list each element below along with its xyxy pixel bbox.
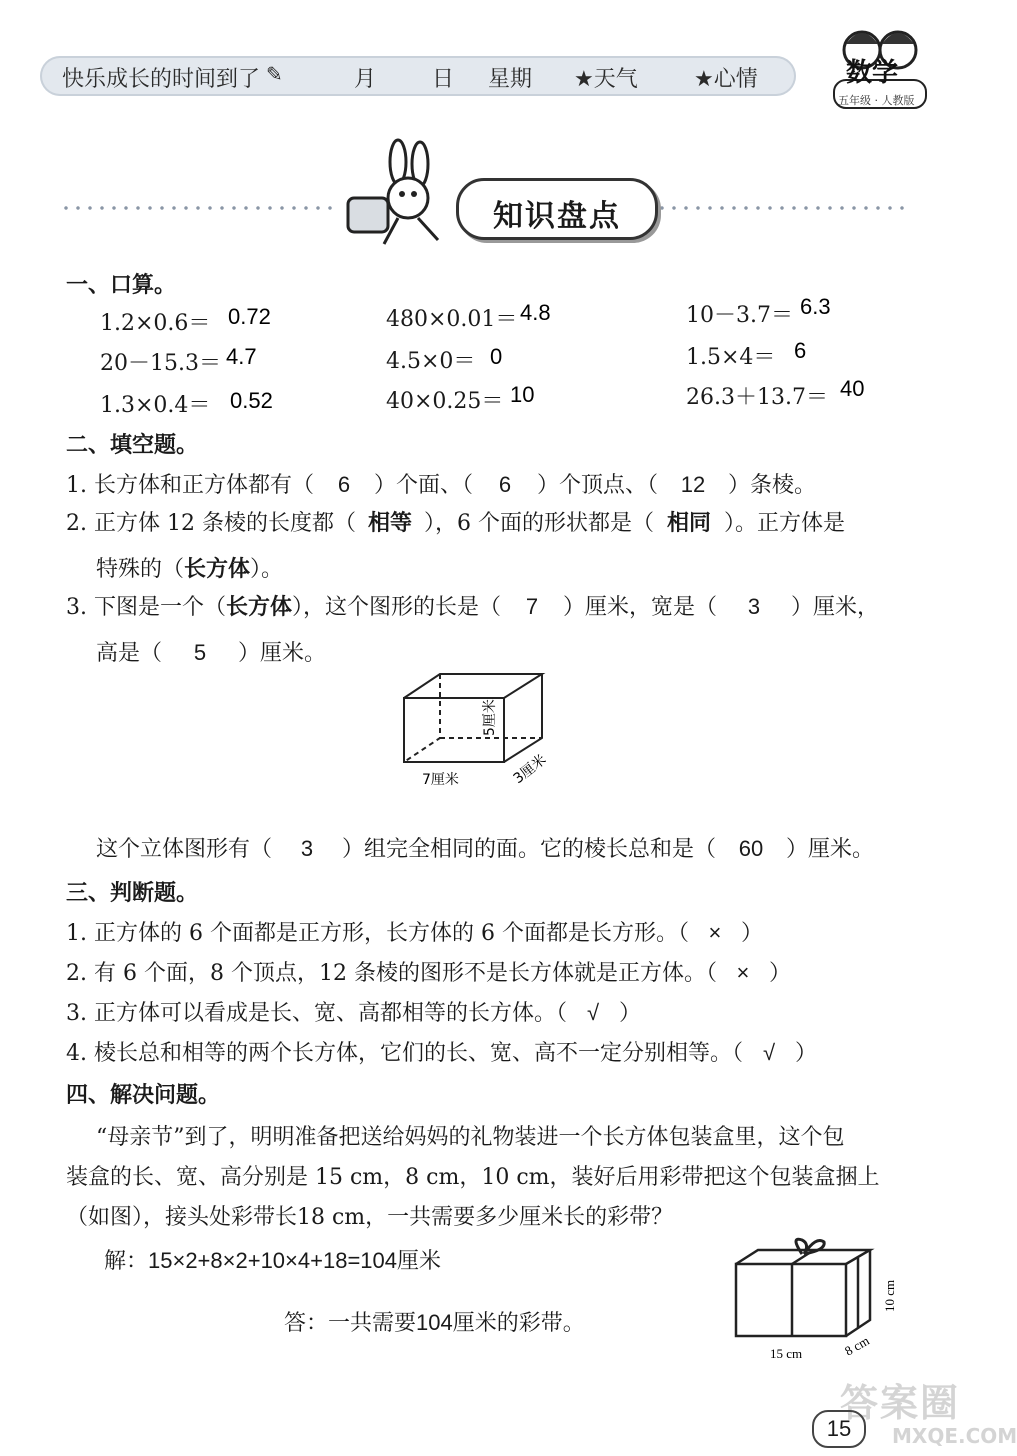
fill-question-1 bbox=[66, 468, 816, 499]
text: ），6 个面的形状都是（ bbox=[423, 511, 654, 536]
text: ） bbox=[795, 1041, 818, 1066]
calc-answer: 4.8 bbox=[520, 300, 551, 325]
calc-answer: 0.52 bbox=[230, 388, 273, 413]
fill-question-2-cont bbox=[96, 552, 283, 583]
divider-right bbox=[656, 206, 906, 210]
answer: 6 bbox=[498, 472, 512, 497]
gift-width-label: 8 cm bbox=[842, 1332, 872, 1359]
answer: 相同 bbox=[666, 510, 711, 535]
fill-question-3 bbox=[66, 590, 879, 621]
section-title-text: 知识盘点 bbox=[493, 199, 621, 234]
problem-line: “母亲节”到了，明明准备把送给妈妈的礼物装进一个长方体包装盒里，这个包 bbox=[96, 1125, 845, 1150]
cuboid-length-label: 7厘米 bbox=[422, 772, 459, 788]
judge-item bbox=[66, 916, 763, 947]
fill-question-3-cont bbox=[96, 636, 326, 667]
calc-question: 20－15.3＝ bbox=[100, 351, 221, 376]
gift-length-label: 15 cm bbox=[770, 1346, 803, 1361]
cuboid-width-label: 3厘米 bbox=[510, 751, 550, 788]
answer: × bbox=[708, 920, 722, 945]
text: ）厘米。 bbox=[238, 641, 327, 666]
header-month: 月 bbox=[354, 67, 377, 92]
text: ）。正方体是 bbox=[723, 511, 845, 536]
cuboid-height-label: 5厘米 bbox=[482, 699, 498, 736]
text: ）个面、（ bbox=[373, 473, 473, 498]
calc-question: 480×0.01＝ bbox=[386, 307, 518, 332]
calc-question: 4.5×0＝ bbox=[386, 349, 476, 374]
text: ），这个图形的长是（ bbox=[292, 595, 502, 620]
pencil-icon: ✎ bbox=[266, 62, 283, 86]
text: ）。 bbox=[250, 557, 284, 582]
calc-answer: 10 bbox=[510, 382, 535, 407]
answer: 7 bbox=[525, 594, 539, 619]
header-weekday: 星期 bbox=[488, 67, 533, 92]
answer: √ bbox=[586, 1000, 600, 1025]
answer: √ bbox=[762, 1040, 776, 1065]
judge-item bbox=[66, 1036, 817, 1067]
fill-question-4 bbox=[96, 832, 874, 863]
calc-answer: 0 bbox=[490, 344, 503, 369]
subject-badge bbox=[828, 22, 932, 122]
text: 1. 长方体和正方体都有（ bbox=[66, 473, 314, 498]
part4-title: 四、解决问题。 bbox=[66, 1083, 221, 1108]
text: ）厘米。 bbox=[786, 837, 875, 862]
calc-question: 26.3＋13.7＝ bbox=[686, 385, 828, 410]
calc-answer: 6.3 bbox=[800, 294, 831, 319]
calc-question: 1.3×0.4＝ bbox=[100, 393, 211, 418]
text: 3. 下图是一个（ bbox=[66, 595, 226, 620]
calc-answer: 4.7 bbox=[226, 344, 257, 369]
text: 这个立体图形有（ bbox=[96, 837, 273, 862]
header-banner bbox=[40, 56, 796, 96]
text: ）厘米，宽是（ bbox=[563, 595, 718, 620]
text: 2. 有 6 个面，8 个顶点，12 条棱的图形不是长方体就是正方体。（ bbox=[66, 961, 717, 986]
header-weather: ★天气 bbox=[574, 67, 638, 92]
answer: 相等 bbox=[367, 510, 412, 535]
calc-question: 10－3.7＝ bbox=[686, 303, 793, 328]
calc-answer: 6 bbox=[794, 338, 807, 363]
calc-answer: 40 bbox=[840, 376, 865, 401]
gift-box-figure bbox=[724, 1232, 908, 1364]
solution-text: 解：15×2+8×2+10×4+18=104厘米 bbox=[104, 1248, 441, 1273]
text: 高是（ bbox=[96, 641, 163, 666]
part3-title: 三、判断题。 bbox=[66, 881, 199, 906]
answer: 3 bbox=[300, 836, 314, 861]
header-slogan: 快乐成长的时间到了 bbox=[62, 67, 261, 92]
text: ）条棱。 bbox=[728, 473, 817, 498]
answer: 60 bbox=[738, 836, 764, 861]
text: 4. 棱长总和相等的两个长方体，它们的长、宽、高不一定分别相等。（ bbox=[66, 1041, 743, 1066]
text: ） bbox=[619, 1001, 642, 1026]
judge-item bbox=[66, 996, 641, 1027]
text: 1. 正方体的 6 个面都是正方形，长方体的 6 个面都是长方形。（ bbox=[66, 921, 689, 946]
text: ）个顶点、（ bbox=[537, 473, 659, 498]
answer: × bbox=[736, 960, 750, 985]
grade-edition: 五年级 · 人教版 bbox=[838, 94, 915, 107]
answer-text: 答：一共需要104厘米的彩带。 bbox=[284, 1310, 585, 1335]
watermark-url: MXQE.COM bbox=[892, 1424, 1017, 1448]
part1-title: 一、口算。 bbox=[66, 273, 177, 298]
gift-height-label: 10 cm bbox=[882, 1279, 897, 1312]
answer: 长方体 bbox=[184, 556, 251, 581]
text: 2. 正方体 12 条棱的长度都（ bbox=[66, 511, 356, 536]
text: ）厘米， bbox=[791, 595, 880, 620]
page-number: 15 bbox=[812, 1410, 866, 1448]
answer: 长方体 bbox=[225, 594, 292, 619]
divider-left bbox=[60, 206, 338, 210]
calc-answer: 0.72 bbox=[228, 304, 271, 329]
judge-item bbox=[66, 956, 791, 987]
fill-question-2 bbox=[66, 506, 845, 537]
calc-question: 40×0.25＝ bbox=[386, 389, 504, 414]
watermark-logo: 答案圈 bbox=[840, 1381, 961, 1425]
rabbit-mascot-icon bbox=[340, 140, 460, 250]
section-title bbox=[456, 178, 658, 240]
calc-question: 1.2×0.6＝ bbox=[100, 311, 211, 336]
text: ）组完全相同的面。它的棱长总和是（ bbox=[342, 837, 717, 862]
header-mood: ★心情 bbox=[694, 67, 758, 92]
part2-title: 二、填空题。 bbox=[66, 433, 199, 458]
cuboid-figure bbox=[392, 660, 572, 790]
text: ） bbox=[740, 921, 763, 946]
header-day: 日 bbox=[432, 67, 455, 92]
answer: 5 bbox=[193, 640, 207, 665]
problem-line: （如图），接头处彩带长18 cm，一共需要多少厘米长的彩带？ bbox=[66, 1205, 674, 1230]
subject-title: 数学 bbox=[846, 58, 899, 88]
text: ） bbox=[768, 961, 791, 986]
answer: 6 bbox=[337, 472, 351, 497]
problem-line: 装盒的长、宽、高分别是 15 cm，8 cm，10 cm，装好后用彩带把这个包装盒捆上 bbox=[66, 1165, 880, 1190]
calc-question: 1.5×4＝ bbox=[686, 345, 776, 370]
text: 特殊的（ bbox=[96, 557, 185, 582]
text: 3. 正方体可以看成是长、宽、高都相等的长方体。（ bbox=[66, 1001, 567, 1026]
answer: 3 bbox=[747, 594, 761, 619]
answer: 12 bbox=[680, 472, 706, 497]
